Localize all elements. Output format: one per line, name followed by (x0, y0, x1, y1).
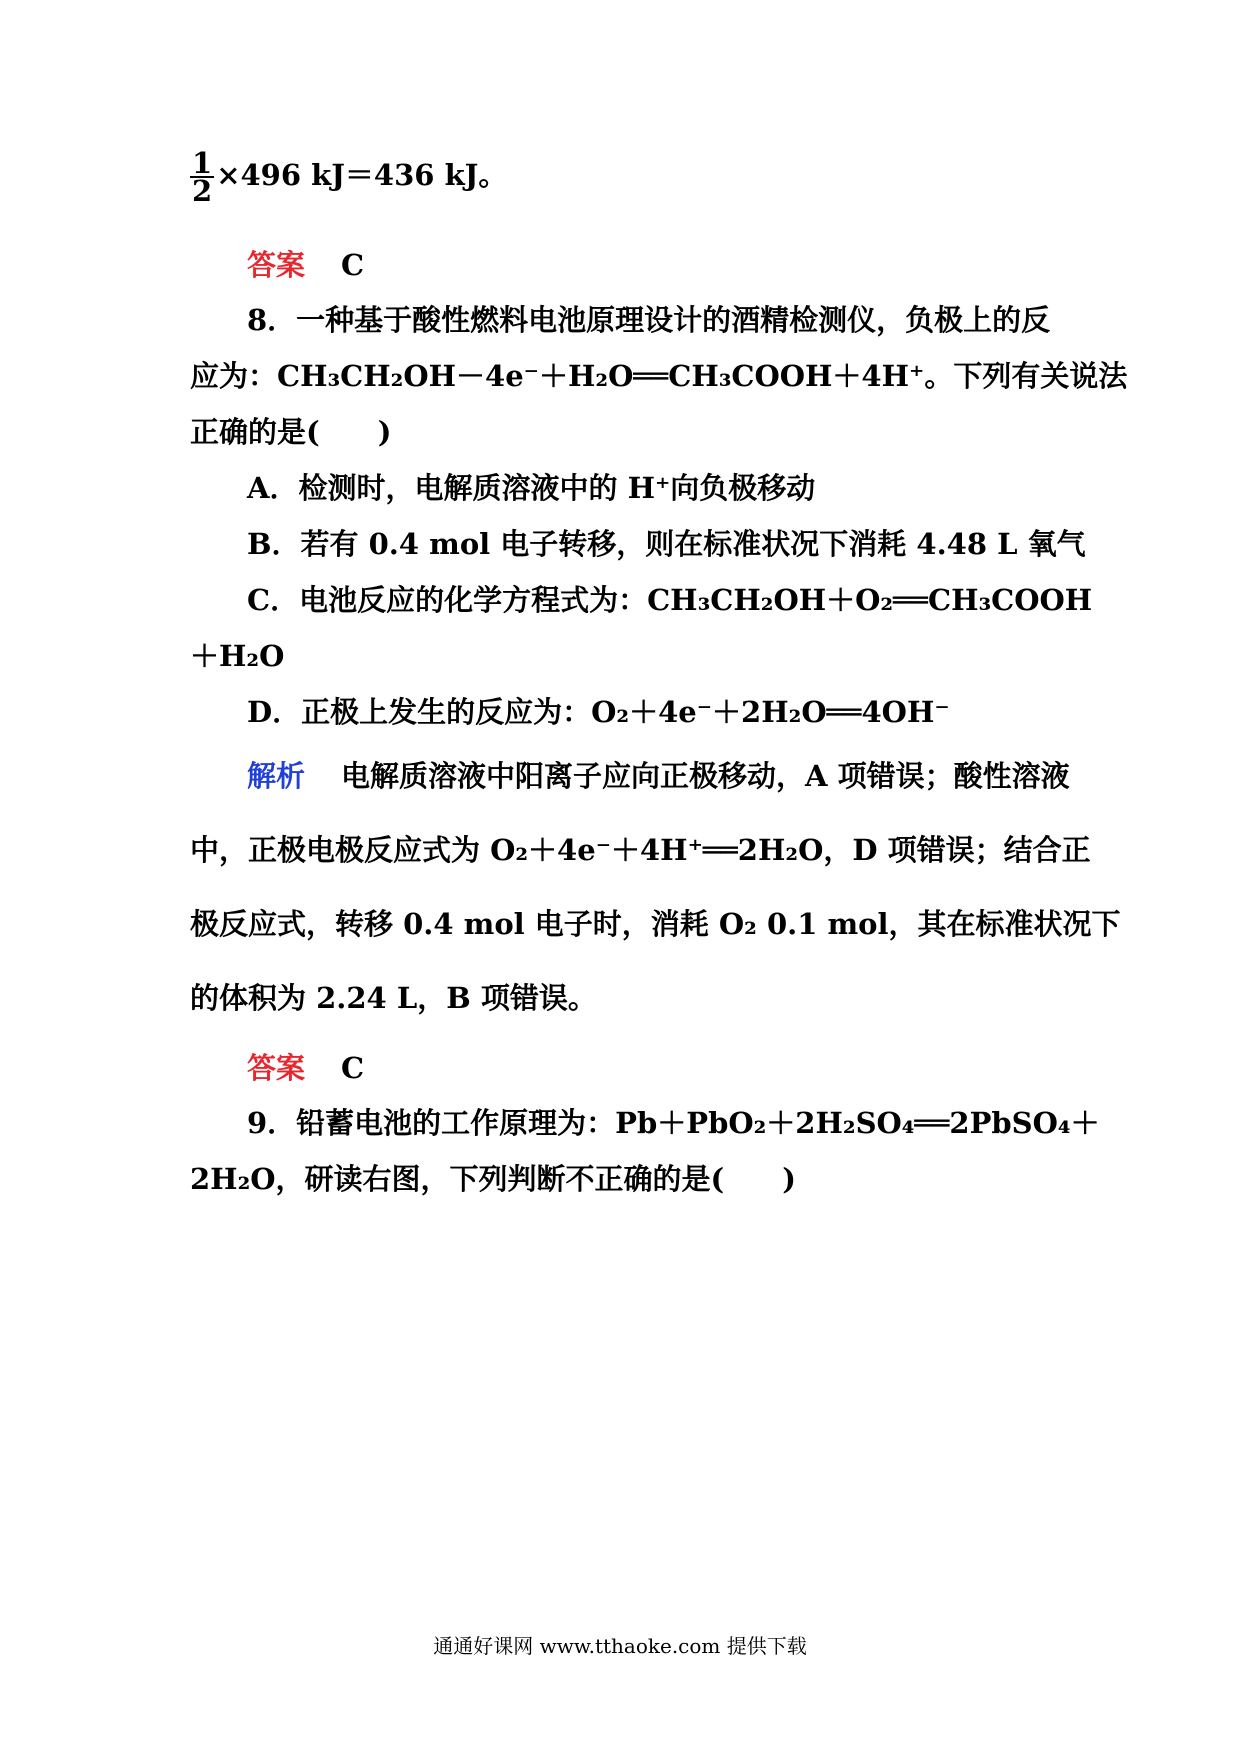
q9-line-2: 2H₂O，研读右图，下列判断不正确的是( ) (190, 1162, 796, 1196)
answer-label: 答案 (247, 248, 306, 282)
q8-line-2: 应为：CH₃CH₂OH－4e⁻＋H₂O══CH₃COOH＋4H⁺。下列有关说法 (190, 359, 1128, 393)
q8-option-c-line-1: C．电池反应的化学方程式为：CH₃CH₂OH＋O₂══CH₃COOH (247, 583, 1093, 617)
fraction-result-line (190, 146, 508, 208)
analysis-label: 解析 (247, 759, 306, 793)
footer-text: 通通好课网 www.tthaoke.com 提供下载 (433, 1634, 807, 1658)
answer-line-1 (247, 245, 364, 285)
answer-value: C (341, 1051, 365, 1085)
q8-line-3: 正确的是( ) (190, 415, 392, 449)
q8-option-b: B．若有 0.4 mol 电子转移，则在标准状况下消耗 4.48 L 氧气 (247, 527, 1086, 561)
fraction-numerator: 1 (192, 146, 213, 180)
answer-label: 答案 (247, 1051, 306, 1085)
analysis-line-1 (247, 756, 1070, 796)
analysis-line-4: 的体积为 2.24 L，B 项错误。 (190, 981, 597, 1015)
analysis-text-1: 电解质溶液中阳离子应向正极移动，A 项错误；酸性溶液 (341, 759, 1070, 793)
answer-value: C (341, 248, 365, 282)
answer-line-2 (247, 1048, 364, 1088)
fraction-denominator: 2 (192, 174, 213, 208)
q8-line-1: 8．一种基于酸性燃料电池原理设计的酒精检测仪，负极上的反 (247, 303, 1051, 337)
q8-option-c-line-2: ＋H₂O (190, 639, 285, 673)
q9-line-1: 9．铅蓄电池的工作原理为：Pb＋PbO₂＋2H₂SO₄══2PbSO₄＋ (247, 1106, 1100, 1140)
analysis-line-2: 中，正极电极反应式为 O₂＋4e⁻＋4H⁺══2H₂O，D 项错误；结合正 (190, 833, 1091, 867)
fraction (190, 146, 214, 208)
q8-option-d: D．正极上发生的反应为：O₂＋4e⁻＋2H₂O══4OH⁻ (247, 695, 950, 729)
fraction-expression: ×496 kJ＝436 kJ。 (216, 158, 508, 192)
analysis-line-3: 极反应式，转移 0.4 mol 电子时，消耗 O₂ 0.1 mol，其在标准状况下 (190, 907, 1121, 941)
q8-option-a: A．检测时，电解质溶液中的 H⁺向负极移动 (247, 471, 816, 505)
